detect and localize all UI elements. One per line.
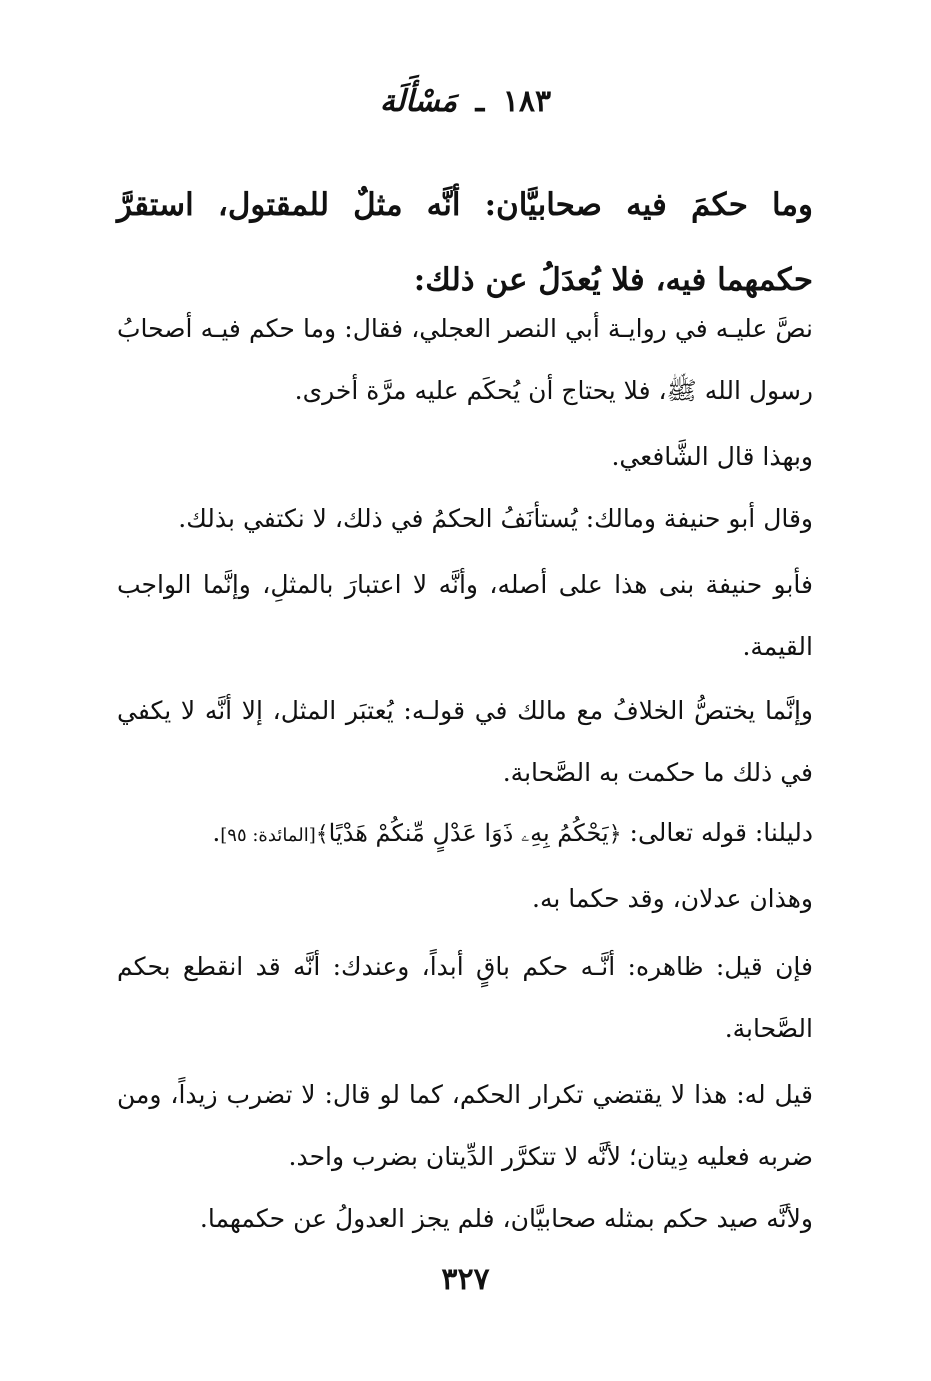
paragraph-4: فأبو حنيفة بنى هذا على أصله، وأنَّه لا اعتبارَ بالمثلِ، وإنَّما الواجب القيمة. [117, 570, 813, 661]
quran-quote: يَحْكُمُ بِهِۦ ذَوَا عَدْلٍ مِّنكُمْ هَدْيًا [328, 819, 609, 847]
issue-header [0, 82, 931, 122]
issue-title: وما حكمَ فيه صحابيَّان: أنَّه مثلٌ للمقتول، استقرَّ حكمهما فيه، فلا يُعدَلُ عن ذلك: [117, 187, 813, 298]
quran-reference: [المائدة: ٩٥] [220, 825, 316, 846]
paragraph-9: قيل له: هذا لا يقتضي تكرار الحكم، كما لو قال: لا تضرب زيداً، ومن ضربه فعليه دِيتان؛ لأنَّه لا تتكرَّر الدِّيتان بضرب واحد. [117, 1080, 813, 1171]
paragraph-2: وبهذا قال الشَّافعي. [611, 442, 813, 471]
evidence-end: . [212, 818, 221, 847]
evidence-intro: دليلنا: قوله تعالى: [629, 818, 813, 847]
paragraph-1: نصَّ عليـه في روايـة أبي النصر العجلي، فقال: وما حكم فيـه أصحابُ رسول الله ﷺ، فلا يحتاج أن يُحكَم عليه مرَّة أخرى. [117, 314, 813, 405]
issue-word: مَسْأَلَة [379, 84, 458, 119]
quran-close-bracket: ﴾ [315, 822, 329, 847]
header-separator: ـ [475, 84, 485, 119]
evidence-paragraph [117, 802, 813, 867]
quran-open-bracket: ﴿ [608, 822, 622, 847]
paragraph-10: ولأنَّه صيد حكم بمثله صحابيَّان، فلم يجز العدولُ عن حكمهما. [199, 1204, 813, 1233]
paragraph-5: وإنَّما يختصُّ الخلافُ مع مالك في قولـه: يُعتبَر المثل، إلا أنَّه لا يكفي في ذلك ما حكمت به الصَّحابة. [117, 696, 813, 787]
paragraph-7: وهذان عدلان، وقد حكما به. [532, 884, 813, 913]
page-number: ٣٢٧ [441, 1262, 490, 1297]
paragraph-3: وقال أبو حنيفة ومالك: يُستأنَفُ الحكمُ في ذلك، لا نكتفي بذلك. [178, 504, 813, 533]
issue-number: ١٨٣ [502, 84, 552, 119]
paragraph-8: فإن قيل: ظاهره: أنَّـه حكم باقٍ أبداً، وعندك: أنَّه قد انقطع بحكم الصَّحابة. [117, 952, 813, 1043]
